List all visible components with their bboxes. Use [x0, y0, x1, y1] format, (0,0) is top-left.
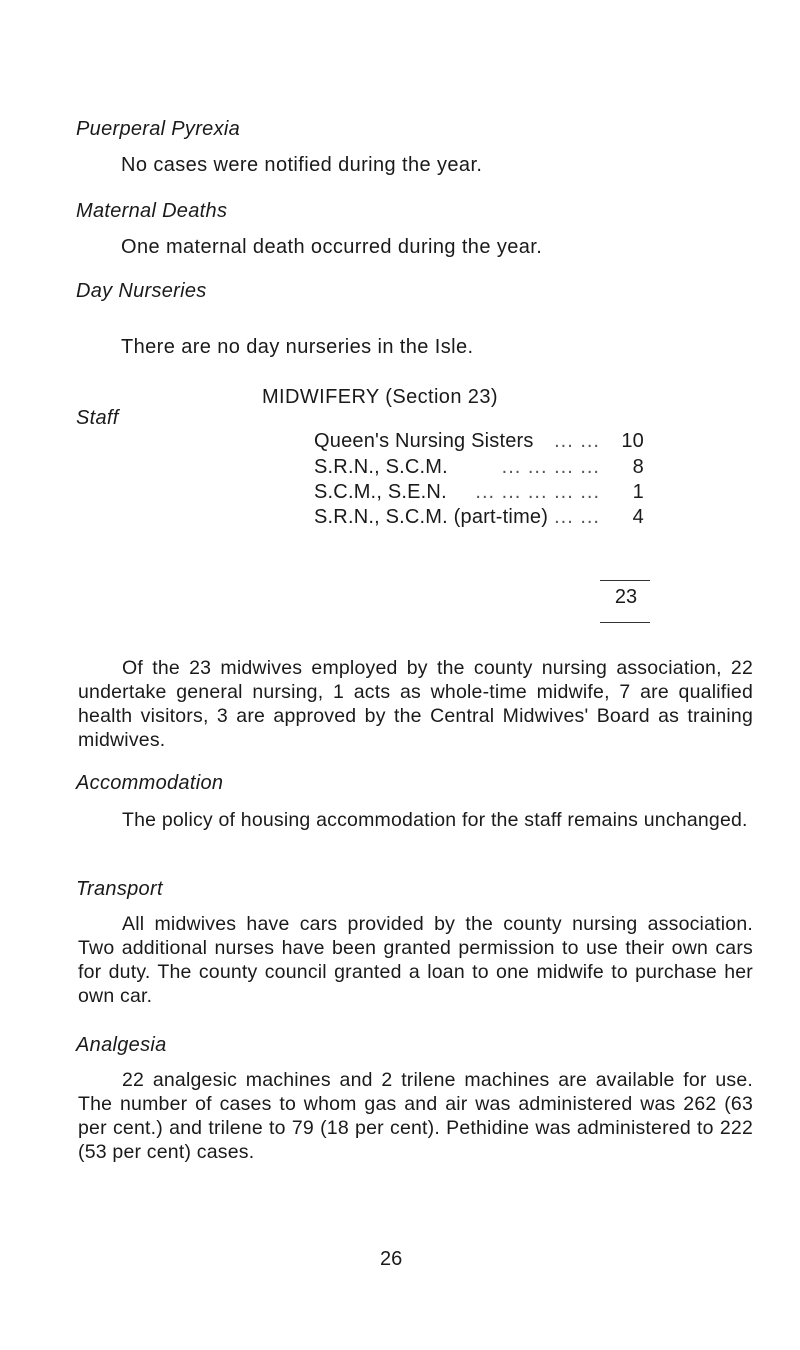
staff-row-label: S.R.N., S.C.M. (part-time) — [314, 506, 549, 528]
staff-row-dots: ... ... — [554, 430, 600, 452]
nurseries-heading: Day Nurseries — [76, 280, 207, 302]
maternal-heading: Maternal Deaths — [76, 200, 228, 222]
staff-row-dots: ... ... ... ... — [501, 456, 600, 478]
staff-row-label: S.C.M., S.E.N. — [314, 481, 447, 503]
staff-total: 23 — [614, 586, 638, 608]
staff-row-count: 10 — [621, 430, 644, 452]
nurseries-text: There are no day nurseries in the Isle. — [121, 336, 474, 358]
staff-heading: Staff — [76, 407, 119, 429]
staff-row-dots: ... ... ... ... ... — [475, 481, 600, 503]
staff-row-count: 4 — [632, 506, 644, 528]
analgesia-text: 22 analgesic machines and 2 trilene machines are available for use. The number of cases to whom gas and air was administered was 262 (63 per cent.) and trilene to 79 (18 per cent). Pethidine was administered to 222 (53 per cent) cases. — [78, 1069, 753, 1163]
midwives-paragraph: Of the 23 midwives employed by the county nursing association, 22 undertake general nursing, 1 acts as whole-time midwife, 7 are qualified health visitors, 3 are approved by the Central Midwives' Board as training midwives. — [78, 657, 753, 751]
puerperal-text: No cases were notified during the year. — [121, 154, 483, 176]
staff-row-label: Queen's Nursing Sisters — [314, 430, 534, 452]
staff-row-count: 1 — [632, 481, 644, 503]
staff-row-count: 8 — [632, 456, 644, 478]
puerperal-heading: Puerperal Pyrexia — [76, 118, 241, 140]
transport-text: All midwives have cars provided by the county nursing association. Two additional nurses have been granted permission to use their own cars for duty. The county council granted a loan to one midwife to purchase her own car. — [78, 913, 753, 1007]
page-number: 26 — [380, 1248, 403, 1270]
midwifery-title: MIDWIFERY (Section 23) — [262, 386, 498, 408]
transport-heading: Transport — [76, 878, 163, 900]
staff-row-dots: ... ... — [554, 506, 600, 528]
total-rule-bottom — [600, 622, 650, 623]
maternal-text: One maternal death occurred during the year. — [121, 236, 543, 258]
analgesia-heading: Analgesia — [76, 1034, 167, 1056]
total-rule-top — [600, 580, 650, 581]
accommodation-heading: Accommodation — [76, 772, 224, 794]
accommodation-text: The policy of housing accommodation for the staff remains unchanged. — [122, 809, 748, 831]
staff-row-label: S.R.N., S.C.M. — [314, 456, 448, 478]
